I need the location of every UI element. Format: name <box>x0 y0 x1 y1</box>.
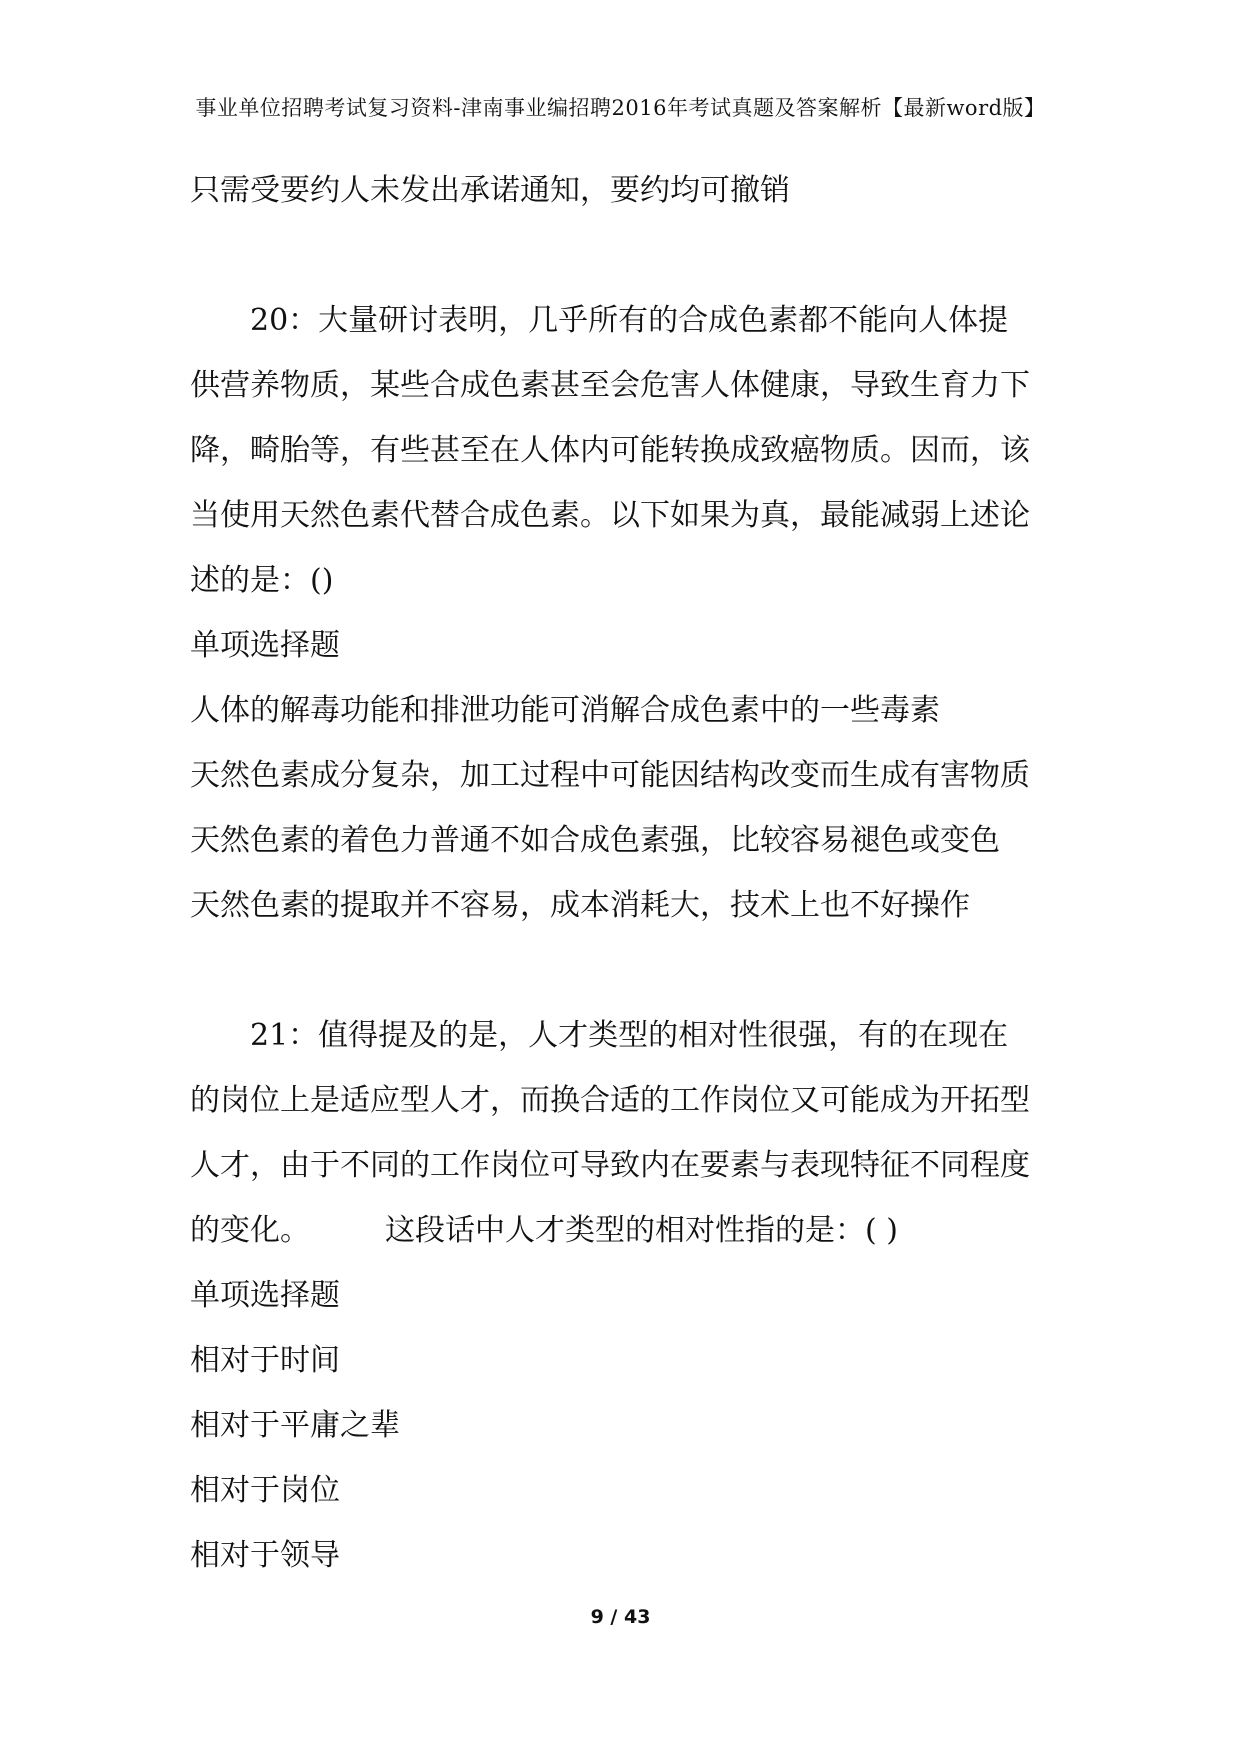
question-20-stem-line-3: 降，畸胎等，有些甚至在人体内可能转换成致癌物质。因而，该 <box>190 433 1030 468</box>
question-20-type: 单项选择题 <box>190 628 340 663</box>
document-header: 事业单位招聘考试复习资料-津南事业编招聘2016年考试真题及答案解析【最新word版】 <box>195 96 1046 120</box>
paragraph-gap <box>190 938 1060 1003</box>
question-21-stem-line-2: 的岗位上是适应型人才，而换合适的工作岗位又可能成为开拓型 <box>190 1083 1030 1118</box>
question-21-stem-line-3: 人才，由于不同的工作岗位可导致内在要素与表现特征不同程度 <box>190 1148 1030 1183</box>
question-21-option-4: 相对于领导 <box>190 1538 340 1573</box>
question-20-option-2: 天然色素成分复杂，加工过程中可能因结构改变而生成有害物质 <box>190 758 1030 793</box>
question-20-option-1: 人体的解毒功能和排泄功能可消解合成色素中的一些毒素 <box>190 693 940 728</box>
intro-line: 只需受要约人未发出承诺通知，要约均可撤销 <box>190 173 790 208</box>
page-number: 9 / 43 <box>590 1606 651 1628</box>
question-21-type: 单项选择题 <box>190 1278 340 1313</box>
question-20-stem-line-1: 20：大量研讨表明，几乎所有的合成色素都不能向人体提 <box>250 303 1009 338</box>
question-21-stem-line-1: 21：值得提及的是，人才类型的相对性很强，有的在现在 <box>250 1018 1009 1053</box>
question-21 <box>190 1003 1060 1588</box>
question-20-option-4: 天然色素的提取并不容易，成本消耗大，技术上也不好操作 <box>190 888 970 923</box>
question-20 <box>190 288 1060 938</box>
question-20-stem-line-4: 当使用天然色素代替合成色素。以下如果为真，最能减弱上述论 <box>190 498 1030 533</box>
question-21-option-2: 相对于平庸之辈 <box>190 1408 400 1443</box>
question-20-stem-line-5: 述的是：() <box>190 563 334 598</box>
question-21-stem-line-4: 的变化。 这段话中人才类型的相对性指的是：( ) <box>190 1213 898 1248</box>
question-20-option-3: 天然色素的着色力普通不如合成色素强，比较容易褪色或变色 <box>190 823 1000 858</box>
question-20-stem-line-2: 供营养物质，某些合成色素甚至会危害人体健康，导致生育力下 <box>190 368 1030 403</box>
question-21-option-1: 相对于时间 <box>190 1343 340 1378</box>
paragraph-gap <box>190 223 1060 288</box>
question-21-option-3: 相对于岗位 <box>190 1473 340 1508</box>
document-body <box>190 158 1060 1588</box>
